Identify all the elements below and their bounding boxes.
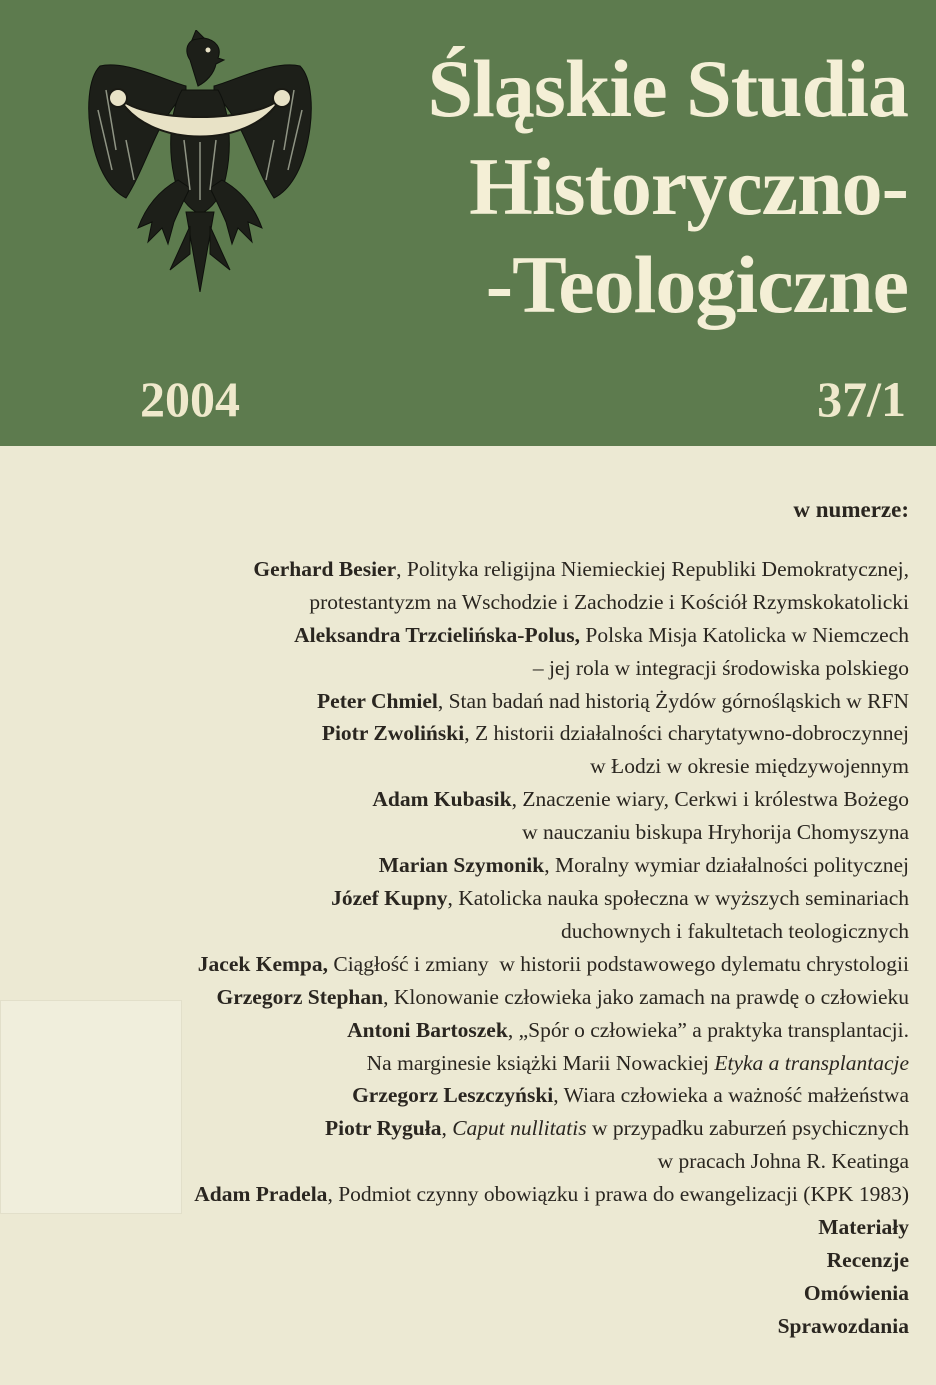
section-discussions: Omówienia: [803, 1280, 909, 1305]
entry-separator: ,: [447, 885, 459, 910]
entry-title: Klonowanie człowieka jako zamach na prawdę o człowieku: [393, 984, 909, 1009]
toc-entry-continuation: w nauczaniu biskupa Hryhorija Chomyszyna: [522, 820, 909, 845]
entry-author: Peter Chmiel: [317, 688, 438, 713]
entry-author: Piotr Zwoliński: [321, 721, 465, 746]
entry-author: Grzegorz Stephan: [216, 984, 384, 1009]
toc-entry: [29, 948, 909, 981]
entry-author: Antoni Bartoszek: [347, 1017, 508, 1042]
toc-entry: [29, 1079, 909, 1112]
entry-separator: ,: [437, 688, 449, 713]
issue-number: 37/1: [817, 371, 906, 427]
entry-title: Z historii działalności charytatywno-dobroczynnej: [474, 721, 909, 746]
title-line-3: -Teologiczne: [485, 239, 908, 330]
entry-title: Stan badań nad historią Żydów górnośląskich w RFN: [448, 688, 909, 713]
entry-separator: ,: [383, 984, 394, 1009]
section-materials: Materiały: [818, 1215, 909, 1240]
toc-entry: [29, 619, 909, 652]
entry-author: Józef Kupny: [331, 885, 448, 910]
entry-title: Znaczenie wiary, Cerkwi i królestwa Bożego: [522, 787, 909, 812]
entry-author: Adam Pradela: [194, 1182, 328, 1207]
entry-separator: ,: [511, 787, 523, 812]
entry-separator: ,: [441, 1116, 453, 1141]
entry-separator: ,: [544, 853, 555, 878]
continuation-text: Na marginesie książki Marii Nowackiej: [366, 1050, 715, 1075]
entry-separator: ,: [396, 556, 407, 581]
title-line-2: Historyczno-: [469, 141, 908, 232]
contents-heading: w numerze:: [793, 497, 909, 522]
toc-entry-continuation: [29, 1047, 909, 1080]
entry-title: w przypadku zaburzeń psychicznych: [592, 1116, 909, 1141]
latin-term: Caput nullitatis: [452, 1116, 587, 1141]
entry-title: Ciągłość i zmiany w historii podstawowego dylematu chrystologii: [333, 951, 909, 976]
entry-title: Moralny wymiar działalności politycznej: [554, 853, 909, 878]
entry-title: Polityka religijna Niemieckiej Republiki Demokratycznej,: [406, 556, 909, 581]
entry-separator: ,: [327, 1182, 339, 1207]
entry-author: Marian Szymonik: [378, 853, 545, 878]
toc-entry: [29, 1178, 909, 1211]
entry-author: Jacek Kempa,: [197, 951, 328, 976]
toc-entry-continuation: protestantyzm na Wschodzie i Zachodzie i Kościół Rzymskokatolicki: [309, 589, 909, 614]
toc-entry-continuation: – jej rola w integracji środowiska polskiego: [532, 655, 909, 680]
toc-entry: [29, 1112, 909, 1145]
section-reviews: Recenzje: [826, 1247, 909, 1272]
section-reports: Sprawozdania: [777, 1313, 909, 1338]
toc-entry: [29, 849, 909, 882]
book-title: Etyka a transplantacje: [714, 1050, 909, 1075]
entry-author: Piotr Ryguła: [324, 1116, 442, 1141]
title-line-1: Śląskie Studia: [427, 43, 908, 134]
cover-header: [0, 0, 936, 446]
silesian-eagle-icon: [86, 30, 314, 292]
entry-separator: ,: [507, 1017, 519, 1042]
entry-author: Grzegorz Leszczyński: [352, 1083, 554, 1108]
toc-entry: [29, 553, 909, 586]
entry-title: Podmiot czynny obowiązku i prawa do ewangelizacji (KPK 1983): [338, 1182, 909, 1207]
toc-entry-continuation: w Łodzi w okresie międzywojennym: [590, 754, 909, 779]
toc-entry: [29, 717, 909, 750]
toc-entry: [29, 783, 909, 816]
entry-separator: ,: [464, 721, 475, 746]
entry-author: Gerhard Besier: [253, 556, 397, 581]
toc-entry: [29, 1014, 909, 1047]
entry-title: Wiara człowieka a ważność małżeństwa: [563, 1083, 909, 1108]
toc-entry: [29, 685, 909, 718]
journal-title: [428, 40, 908, 334]
toc-entry: [29, 882, 909, 915]
entry-separator: ,: [553, 1083, 564, 1108]
entry-title: Katolicka nauka społeczna w wyższych seminariach: [458, 885, 909, 910]
toc-entry: [29, 981, 909, 1014]
entry-author: Aleksandra Trzcielińska-Polus,: [294, 622, 581, 647]
toc-entry-continuation: w pracach Johna R. Keatinga: [657, 1149, 909, 1174]
toc-entry-continuation: duchownych i fakultetach teologicznych: [560, 918, 909, 943]
publication-year: 2004: [140, 371, 240, 427]
entry-title: „Spór o człowieka” a praktyka transplantacji.: [518, 1017, 909, 1042]
entry-title: Polska Misja Katolicka w Niemczech: [585, 622, 909, 647]
entry-author: Adam Kubasik: [372, 787, 512, 812]
table-of-contents: [29, 494, 909, 1343]
